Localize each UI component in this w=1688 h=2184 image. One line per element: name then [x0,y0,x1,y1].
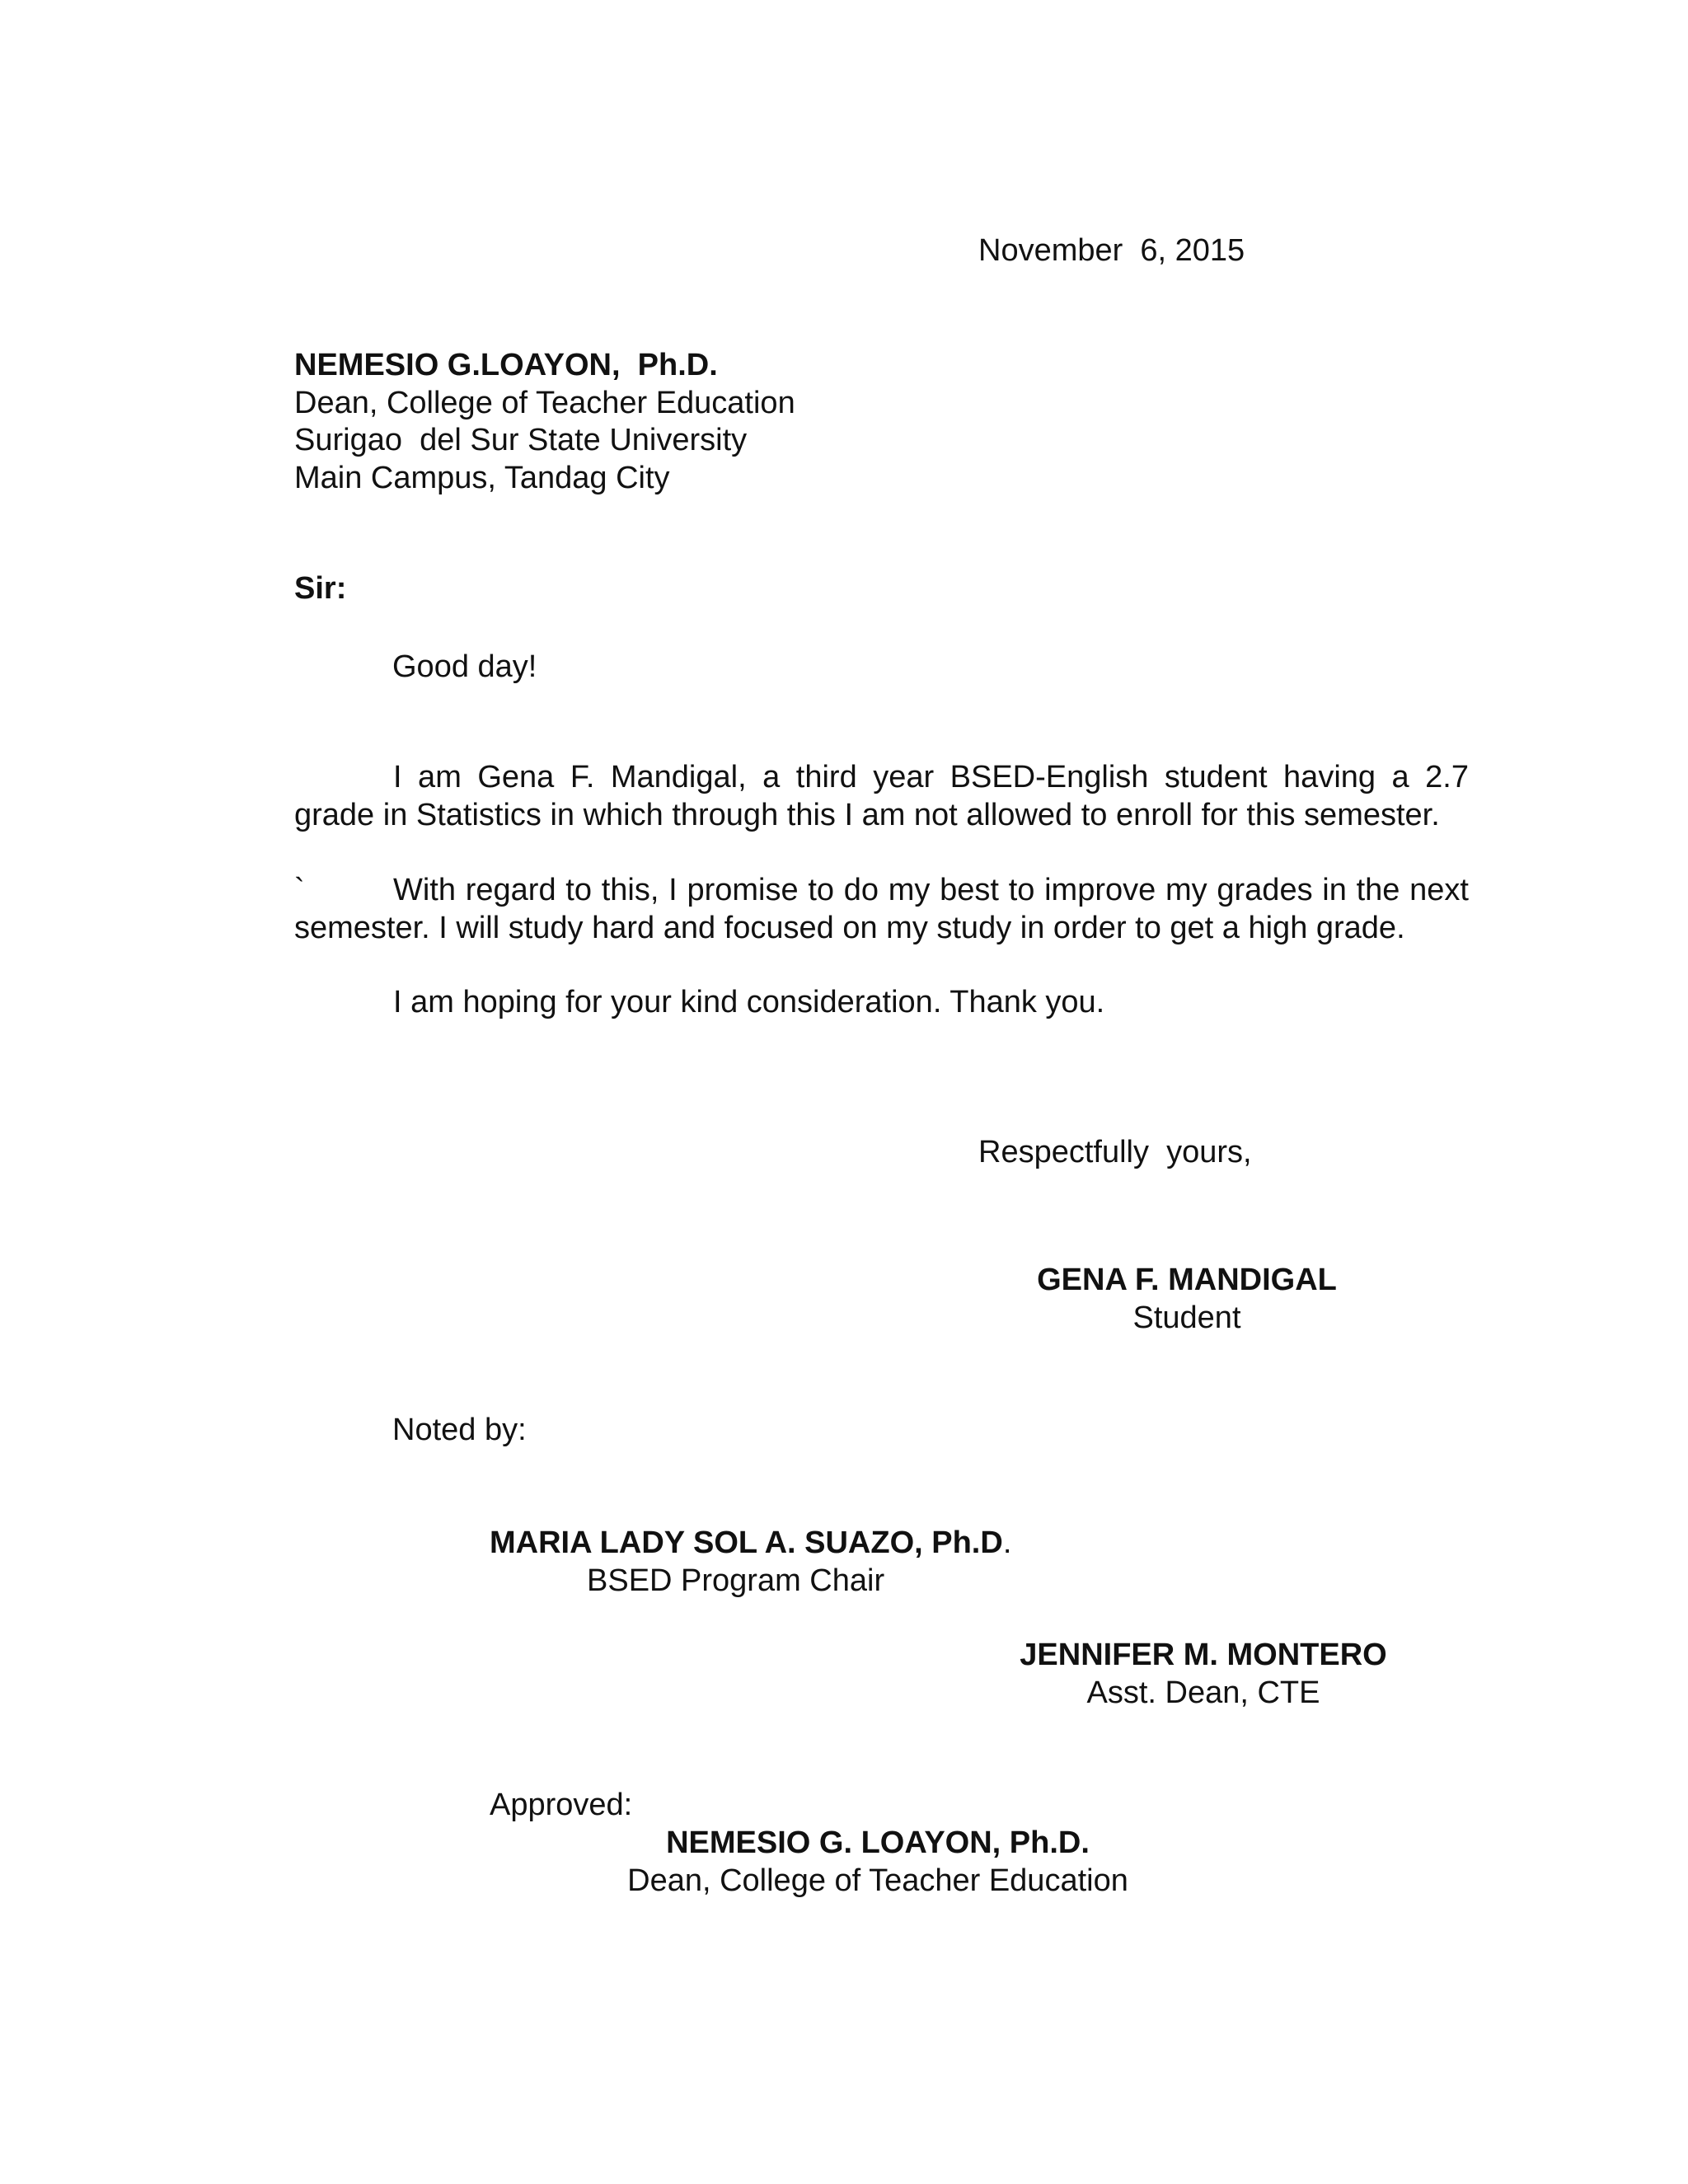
recipient-address: Main Campus, Tandag City [294,461,670,495]
closing: Respectfully yours, [978,1135,1252,1169]
signatory-name: GENA F. MANDIGAL [1037,1263,1337,1297]
body-paragraph-2: With regard to this, I promise to do my best to improve my grades in the next semester. I will study hard and focused on my study in order to get a high grade. [294,873,1469,945]
noted-by-label: Noted by: [392,1413,527,1447]
approver-name: NEMESIO G. LOAYON, Ph.D. [666,1825,1090,1860]
recipient-position: Dean, College of Teacher Education [294,386,795,420]
noted-1-title: BSED Program Chair [587,1563,885,1598]
approver-title: Dean, College of Teacher Education [627,1863,1128,1898]
approved-label: Approved: [490,1788,633,1822]
greeting: Good day! [392,649,537,684]
noted-2-title: Asst. Dean, CTE [1086,1675,1320,1710]
noted-1-name: MARIA LADY SOL A. SUAZO, Ph.D [490,1526,1003,1560]
signatory-title: Student [1132,1301,1241,1335]
noted-2-name: JENNIFER M. MONTERO [1020,1638,1387,1672]
noted-1-trailing-period: . [1002,1526,1012,1560]
stray-tick-mark: ` [294,873,305,907]
letter-date: November 6, 2015 [978,233,1245,268]
recipient-name: NEMESIO G.LOAYON, Ph.D. [294,348,718,382]
body-paragraph-1: I am Gena F. Mandigal, a third year BSED-English student having a 2.7 grade in Statistics in which through this I am not allowed to enroll for this semester. [294,760,1469,832]
recipient-institution: Surigao del Sur State University [294,423,748,457]
noted-1-name-line [490,1524,1011,1562]
body-paragraph-3: I am hoping for your kind consideration. Thank you. [393,985,1105,1019]
salutation: Sir: [294,571,347,606]
